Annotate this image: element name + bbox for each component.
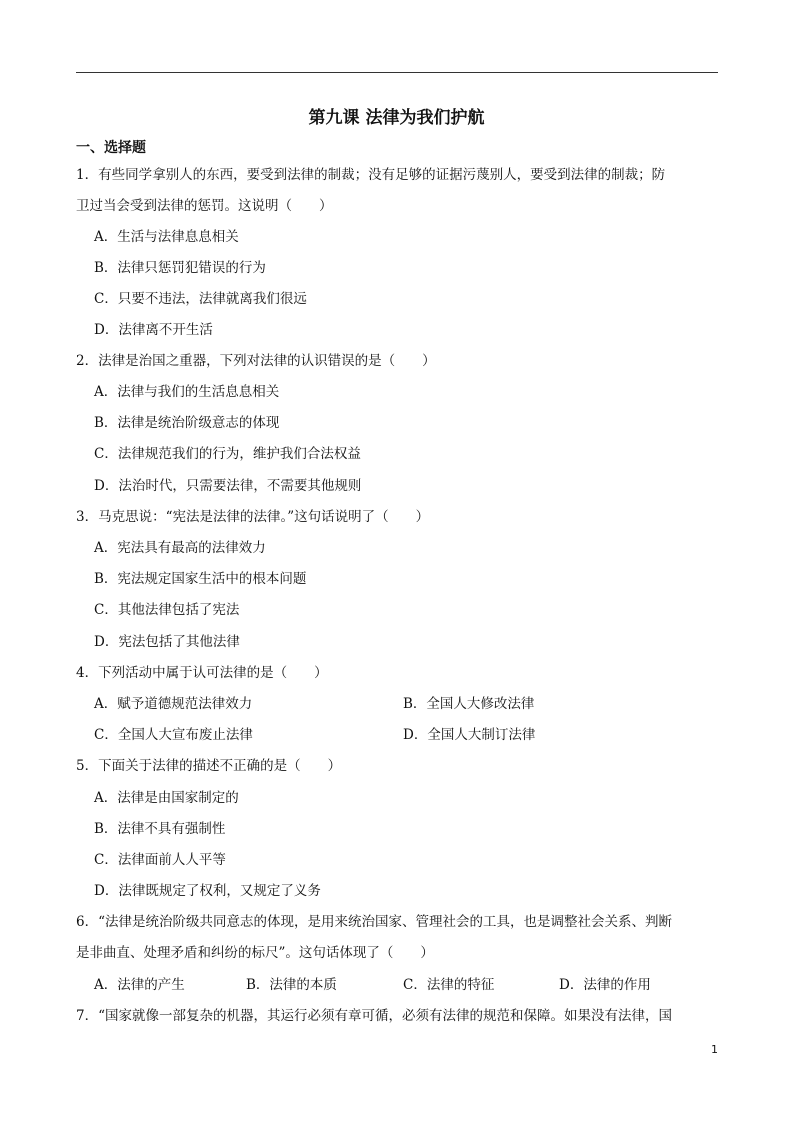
- question-2-option-a: A．法律与我们的生活息息相关: [94, 384, 280, 400]
- question-4-option-b: B．全国人大修改法律: [403, 696, 535, 712]
- question-6-option-c: C．法律的特征: [403, 977, 495, 993]
- question-1-line-2: 卫过当会受到法律的惩罚。这说明（ ）: [76, 198, 333, 214]
- question-6-option-d: D．法律的作用: [559, 977, 651, 993]
- page-number: 1: [711, 1043, 718, 1056]
- question-4-option-a: A．赋予道德规范法律效力: [94, 696, 253, 712]
- question-6-line-1: 6．“法律是统治阶级共同意志的体现，是用来统治国家、管理社会的工具，也是调整社会关系、判断: [76, 914, 672, 930]
- question-3-option-a: A．宪法具有最高的法律效力: [94, 540, 266, 556]
- question-2-option-c: C．法律规范我们的行为，维护我们合法权益: [94, 446, 361, 462]
- question-2-option-b: B．法律是统治阶级意志的体现: [94, 415, 280, 431]
- question-5-option-b: B．法律不具有强制性: [94, 821, 226, 837]
- question-5-option-c: C．法律面前人人平等: [94, 852, 226, 868]
- page-title: 第九课 法律为我们护航: [308, 108, 485, 128]
- question-4-option-c: C．全国人大宣布废止法律: [94, 727, 253, 743]
- question-2-line-1: 2．法律是治国之重器，下列对法律的认识错误的是（ ）: [76, 353, 436, 369]
- question-6-line-2: 是非曲直、处理矛盾和纠纷的标尺”。这句话体现了（ ）: [76, 945, 434, 961]
- question-6-option-b: B．法律的本质: [246, 977, 337, 993]
- question-3-option-c: C．其他法律包括了宪法: [94, 602, 240, 618]
- question-1-option-b: B．法律只惩罚犯错误的行为: [94, 260, 266, 276]
- question-1-option-c: C．只要不违法，法律就离我们很远: [94, 291, 307, 307]
- question-1-option-a: A．生活与法律息息相关: [94, 229, 239, 245]
- question-3-option-b: B．宪法规定国家生活中的根本问题: [94, 571, 307, 587]
- question-4-line-1: 4．下列活动中属于认可法律的是（ ）: [76, 665, 328, 681]
- header-rule: [76, 72, 718, 73]
- question-5-line-1: 5．下面关于法律的描述不正确的是（ ）: [76, 758, 342, 774]
- question-1-line-1: 1．有些同学拿别人的东西，要受到法律的制裁；没有足够的证据污蔑别人，要受到法律的制裁；防: [76, 167, 666, 183]
- question-5-option-a: A．法律是由国家制定的: [94, 790, 239, 806]
- question-5-option-d: D．法律既规定了权利，又规定了义务: [94, 883, 321, 899]
- section-heading: 一、选择题: [76, 140, 146, 156]
- question-7-line-1: 7．“国家就像一部复杂的机器，其运行必须有章可循，必须有法律的规范和保障。如果没有法律，国: [76, 1008, 672, 1024]
- question-4-option-d: D．全国人大制订法律: [403, 727, 536, 743]
- question-6-option-a: A．法律的产生: [94, 977, 185, 993]
- question-3-option-d: D．宪法包括了其他法律: [94, 634, 240, 650]
- question-1-option-d: D．法律离不开生活: [94, 322, 213, 338]
- question-2-option-d: D．法治时代，只需要法律，不需要其他规则: [94, 478, 362, 494]
- question-3-line-1: 3．马克思说：“宪法是法律的法律。”这句话说明了（ ）: [76, 509, 430, 525]
